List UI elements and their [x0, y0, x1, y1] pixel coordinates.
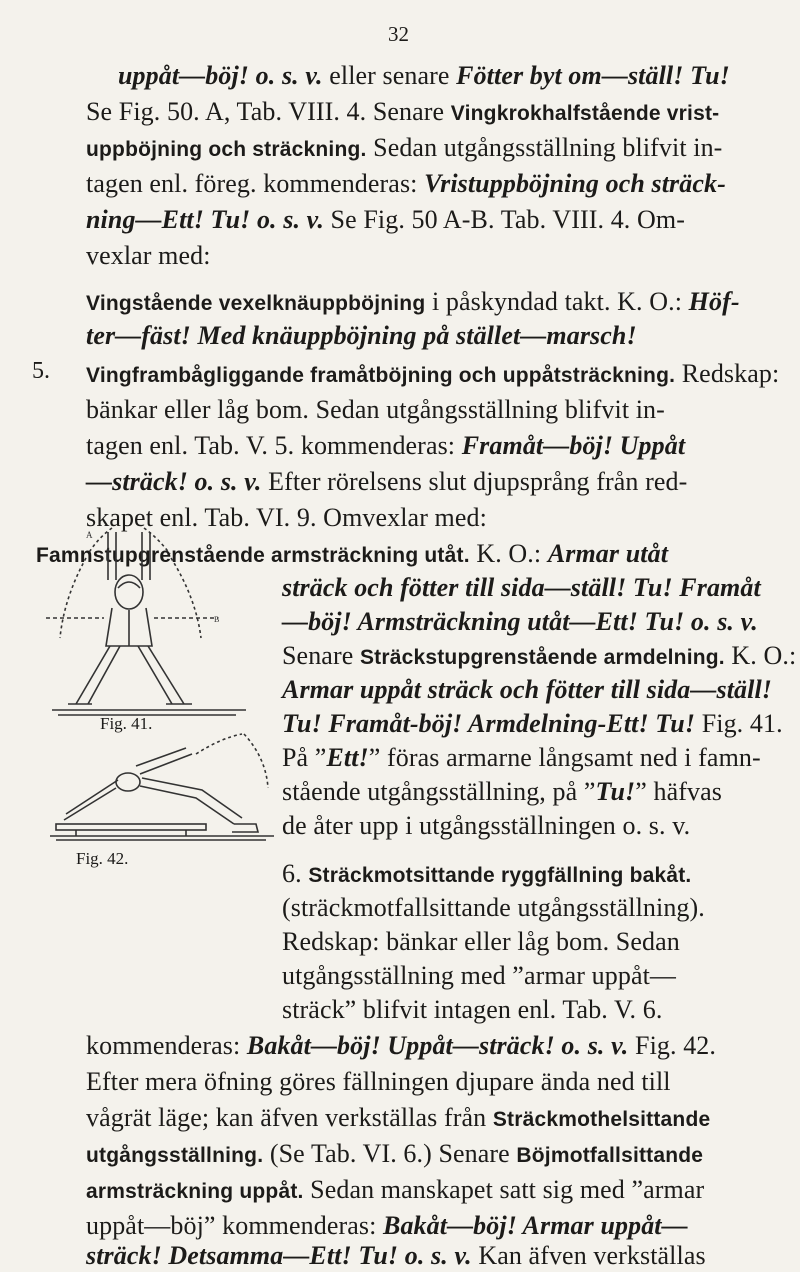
text-segment: utgångsställning. — [86, 1144, 264, 1167]
text-segment: Efter mera öfning göres fällningen djupare ända ned till — [86, 1067, 671, 1096]
text-segment: På ” — [282, 743, 327, 772]
text-segment: tagen enl. föreg. kommenderas: — [86, 169, 425, 198]
text-line — [282, 708, 783, 740]
text-segment: (Se Tab. VI. 6.) Senare — [263, 1139, 517, 1168]
text-segment: utgångsställning med ”armar uppåt— — [282, 961, 677, 990]
figure-41-illustration — [46, 518, 278, 718]
text-segment: Sträckmothelsittande — [492, 1108, 711, 1131]
text-segment: —sträck! o. s. v. — [86, 467, 262, 496]
text-segment: stående utgångsställning, på ” — [282, 777, 596, 806]
text-line — [86, 320, 637, 352]
text-segment: Ett! — [326, 743, 369, 772]
text-segment: Sträckmotsittande ryggfällning bakåt. — [308, 864, 692, 887]
text-segment: Vingkrokhalfstående vrist- — [450, 102, 720, 125]
text-line — [282, 572, 761, 604]
text-segment: sträck! Detsamma—Ett! Tu! o. s. v. — [86, 1241, 472, 1270]
figure-42-caption: Fig. 42. — [76, 849, 129, 868]
text-line — [86, 466, 687, 498]
text-segment: Armar uppåt sträck och fötter till sida—ställ! — [282, 675, 772, 704]
text-segment: Armar utåt — [547, 539, 669, 568]
text-line — [86, 1102, 710, 1136]
text-segment: Bakåt—böj! Uppåt—sträck! o. s. v. — [246, 1031, 629, 1060]
text-line — [86, 168, 726, 200]
page-number: 32 — [388, 22, 409, 46]
figure-42-illustration — [46, 728, 278, 844]
text-segment: Bakåt—böj! Armar uppåt— — [383, 1211, 688, 1240]
text-segment: kommenderas: — [86, 1031, 247, 1060]
text-segment: Sedan utgångsställning blifvit in- — [366, 133, 723, 162]
text-line — [282, 858, 691, 892]
text-segment: Höf- — [688, 287, 740, 316]
text-segment: Fig. 41. — [695, 709, 783, 738]
figure-41-label-b: B — [214, 615, 220, 624]
text-segment: Vingstående vexelknäuppböjning — [86, 292, 426, 315]
text-segment: Sedan manskapet satt sig med ”armar — [303, 1175, 705, 1204]
text-segment: Vristuppböjning och sträck- — [424, 169, 726, 198]
text-segment: ” föras armarne långsamt ned i famn- — [368, 743, 761, 772]
text-segment: Böjmotfallsittande — [516, 1144, 704, 1167]
text-segment: Framåt—böj! Uppåt — [461, 431, 686, 460]
text-segment: Fötter byt om—ställ! Tu! — [456, 61, 730, 90]
text-segment: uppböjning och sträckning. — [86, 138, 367, 161]
text-segment: Redskap: bänkar eller låg bom. Sedan — [282, 927, 680, 956]
text-line — [86, 204, 685, 236]
text-segment: K. O.: — [724, 641, 797, 670]
text-line — [86, 1240, 706, 1272]
text-segment: eller senare — [329, 61, 457, 90]
text-line — [282, 810, 690, 842]
text-segment: —böj! Armsträckning utåt—Ett! Tu! o. s. v. — [282, 607, 758, 636]
text-segment: sträck och fötter till sida—ställ! Tu! Framåt — [282, 573, 761, 602]
figure-41-label-a: A — [86, 530, 93, 540]
text-segment: (sträckmotfallsittande utgångsställning). — [282, 893, 705, 922]
text-segment: Redskap: — [675, 359, 780, 388]
text-line — [86, 286, 740, 320]
text-segment: uppåt—böj! — [118, 61, 256, 90]
text-segment: Se Fig. 50 A-B. Tab. VIII. 4. Om- — [323, 205, 685, 234]
text-segment: i påskyndad takt. K. O.: — [425, 287, 689, 316]
text-segment: o. s. v. — [255, 61, 330, 90]
text-segment: sträck” blifvit intagen enl. Tab. V. 6. — [282, 995, 663, 1024]
text-segment: Fig. 42. — [628, 1031, 716, 1060]
text-segment: ter—fäst! Med knäuppböjning på stället—marsch! — [86, 321, 637, 350]
text-segment: skapet enl. Tab. VI. 9. Omvexlar med: — [86, 503, 487, 532]
text-segment: vågrät läge; kan äfven verkställas från — [86, 1103, 493, 1132]
text-segment: tagen enl. Tab. V. 5. kommenderas: — [86, 431, 462, 460]
text-line — [118, 60, 730, 92]
text-segment: vexlar med: — [86, 241, 211, 270]
text-line — [282, 640, 796, 674]
text-segment: armsträckning uppåt. — [86, 1180, 304, 1203]
text-segment: Se Fig. 50. A, Tab. VIII. 4. Senare — [86, 97, 451, 126]
text-line — [86, 1210, 688, 1242]
text-line — [86, 394, 665, 426]
text-segment: Famnstupgrenstående armsträckning utåt. — [36, 544, 470, 567]
text-line — [282, 926, 680, 958]
text-segment: ning—Ett! Tu! o. s. v. — [86, 205, 324, 234]
text-line — [86, 358, 779, 392]
text-line — [282, 960, 676, 992]
text-line — [86, 1030, 716, 1062]
text-line — [282, 994, 662, 1026]
text-segment: Sträckstupgrenstående armdelning. — [359, 646, 725, 669]
text-line — [282, 742, 761, 774]
text-line — [86, 96, 719, 130]
text-segment: bänkar eller låg bom. Sedan utgångsställning blifvit in- — [86, 395, 665, 424]
text-segment: Efter rörelsens slut djupsprång från red- — [261, 467, 688, 496]
text-segment: 6. — [282, 859, 309, 888]
text-segment: K. O.: — [469, 539, 548, 568]
text-segment: Tu! — [595, 777, 636, 806]
text-segment: ” häfvas — [635, 777, 722, 806]
text-segment: Kan äfven verkställas — [471, 1241, 706, 1270]
text-line — [86, 1138, 703, 1172]
text-segment: de åter upp i utgångsställningen o. s. v. — [282, 811, 691, 840]
text-line — [282, 674, 772, 706]
text-segment: Vingframbågliggande framåtböjning och uppåtsträckning. — [86, 364, 676, 387]
text-line — [282, 606, 758, 638]
text-line — [282, 892, 705, 924]
text-segment: Senare — [282, 641, 360, 670]
text-line — [86, 1066, 671, 1098]
text-line — [86, 1174, 704, 1208]
section-number-5: 5. — [32, 358, 50, 384]
text-line — [282, 776, 722, 808]
figure-41-caption: Fig. 41. — [100, 714, 153, 733]
text-line — [86, 240, 211, 272]
text-line — [86, 430, 685, 462]
text-segment: uppåt—böj” kommenderas: — [86, 1211, 383, 1240]
text-line — [86, 132, 722, 166]
text-segment: Tu! Framåt-böj! Armdelning-Ett! Tu! — [282, 709, 696, 738]
